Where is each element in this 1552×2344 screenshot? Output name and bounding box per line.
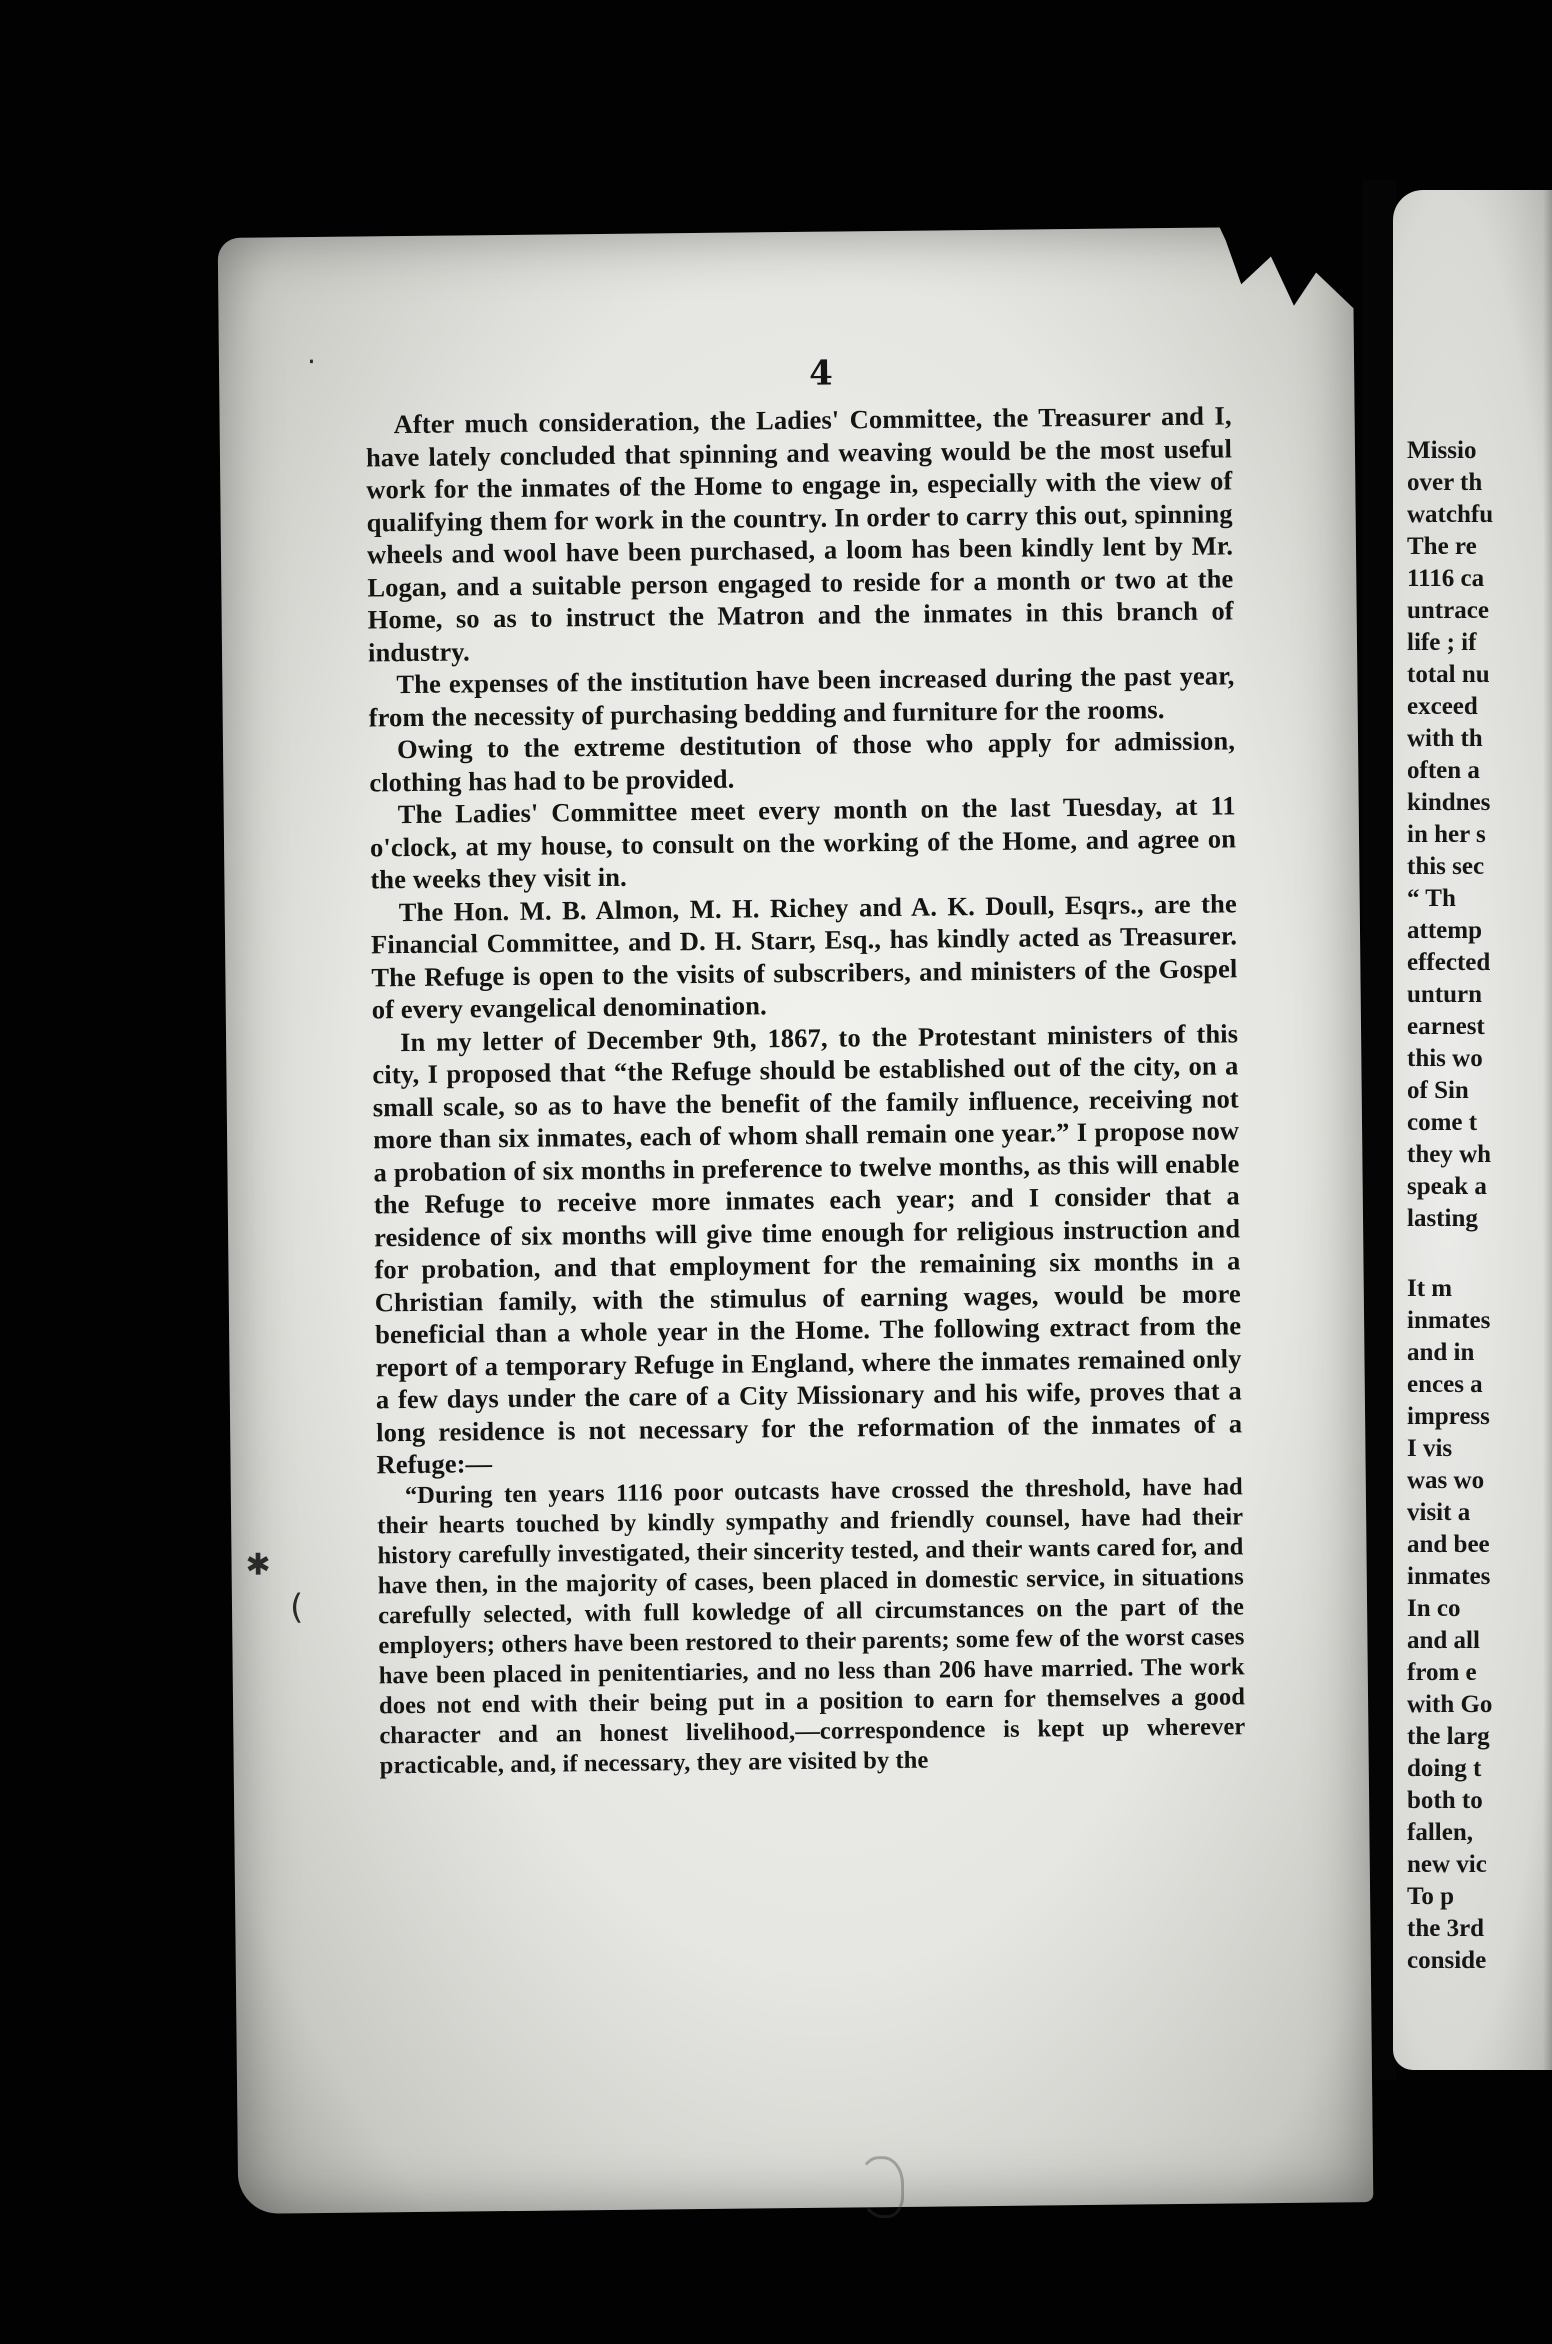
adjacent-line: exceed bbox=[1407, 693, 1478, 720]
pencil-smudge bbox=[858, 2156, 905, 2218]
page-body bbox=[365, 399, 1245, 1780]
paragraph-clothing: Owing to the extreme destitution of those who apply for admission, clothing has had to be provided. bbox=[369, 725, 1236, 797]
adjacent-line: over th bbox=[1407, 469, 1483, 496]
paragraph-expenses: The expenses of the institution have been increased during the past year, from the necessity of purchasing bedding and furniture for the rooms. bbox=[368, 660, 1235, 732]
adjacent-line bbox=[1407, 1235, 1552, 1273]
adjacent-line: conside bbox=[1407, 1947, 1487, 1974]
adjacent-line: from e bbox=[1407, 1659, 1477, 1686]
paragraph-spinning-weaving: After much consideration, the Ladies' Committee, the Treasurer and I, have lately concluded that spinning and weaving would be the most useful work for the inmates of the Home to engage in, especially with the view of qualifying them for work in the country. In order to carry this out, spinning wheels and wool have been purchased, a loom has been kindly lent by Mr. Logan, and a suitable person engaged to reside for a month or two at the Home, so as to instruct the Matron and the inmates in this branch of industry. bbox=[365, 400, 1234, 667]
adjacent-line: To p bbox=[1407, 1883, 1455, 1910]
adjacent-line: new vic bbox=[1407, 1851, 1487, 1878]
paragraph-quoted-report: “During ten years 1116 poor outcasts have crossed the threshold, have had their hearts touched by kindly sympathy and friendly counsel, have had their history carefully investigated, their sincerity tested, and their wants cared for, and have then, in the majority of cases, been placed in domestic service, in situations carefully selected, with full kowledge of all circumstances on the part of the employers; others have been restored to their parents; some few of the worst cases have been placed in penitentiaries, and no less than 206 have married. The work does not end with their being put in a position to earn for themselves a good character and an honest livelihood,—correspondence is kept up wherever practicable, and, if necessary, they are visited by the bbox=[377, 1472, 1246, 1779]
adjacent-line: lasting bbox=[1407, 1205, 1478, 1232]
adjacent-line: come t bbox=[1407, 1109, 1478, 1136]
adjacent-line: Missio bbox=[1407, 437, 1477, 464]
adjacent-line: with Go bbox=[1407, 1691, 1493, 1718]
page-number: 4 bbox=[808, 353, 834, 394]
adjacent-line: with th bbox=[1407, 725, 1483, 752]
adjacent-line: The re bbox=[1407, 533, 1477, 560]
ink-blot: ✱ bbox=[245, 1547, 271, 1583]
adjacent-line: 1116 ca bbox=[1407, 565, 1485, 592]
adjacent-line: inmates bbox=[1407, 1307, 1491, 1334]
adjacent-line: often a bbox=[1407, 757, 1480, 784]
adjacent-line: doing t bbox=[1407, 1755, 1482, 1782]
adjacent-line: visit a bbox=[1407, 1499, 1471, 1526]
adjacent-line: untrace bbox=[1407, 597, 1489, 624]
adjacent-page bbox=[1393, 190, 1552, 2070]
adjacent-page-text bbox=[1407, 435, 1552, 1977]
adjacent-line: and bee bbox=[1407, 1531, 1490, 1558]
adjacent-line: unturn bbox=[1407, 981, 1483, 1008]
paragraph-probation: In my letter of December 9th, 1867, to the Protestant ministers of this city, I proposed that “the Refuge should be established out of the city, on a small scale, so as to have the benefit of the family influence, receiving not more than six inmates, each of whom shall remain one year.” I propose now a probation of six months in preference to twelve months, as this will enable the Refuge to receive more inmates each year; and I consider that a residence of six months will give time enough for religious instruction and for probation, and that employment for the remaining six months in a Christian family, with the stimulus of earning wages, would be more beneficial than a whole year in the Home. The following extract from the report of a temporary Refuge in England, where the inmates remained only a few days under the care of a City Missionary and his wife, proves that a long residence is not necessary for the reformation of the inmates of a Refuge:— bbox=[372, 1017, 1243, 1480]
adjacent-line: watchfu bbox=[1407, 501, 1494, 528]
adjacent-line: impress bbox=[1407, 1403, 1490, 1430]
adjacent-line: this sec bbox=[1407, 853, 1485, 880]
adjacent-line: both to bbox=[1407, 1787, 1483, 1814]
adjacent-line: the 3rd bbox=[1407, 1915, 1485, 1942]
adjacent-line: attemp bbox=[1407, 917, 1482, 944]
ink-mark: · bbox=[306, 344, 317, 379]
adjacent-line: and in bbox=[1407, 1339, 1475, 1366]
adjacent-line: “ Th bbox=[1407, 885, 1456, 912]
adjacent-line: earnest bbox=[1407, 1013, 1485, 1040]
adjacent-line: effected bbox=[1407, 949, 1491, 976]
paragraph-financial-committee: The Hon. M. B. Almon, M. H. Richey and A. K. Doull, Esqrs., are the Financial Committee, and D. H. Starr, Esq., has kindly acted as Treasurer. The Refuge is open to the visits of subscribers, and ministers of the Gospel of every evangelical denomination. bbox=[370, 887, 1238, 1025]
adjacent-line: in her s bbox=[1407, 821, 1486, 848]
adjacent-line: I vis bbox=[1407, 1435, 1453, 1462]
adjacent-line: life ; if bbox=[1407, 629, 1477, 656]
adjacent-line: total nu bbox=[1407, 661, 1490, 688]
margin-pencil-mark: ( bbox=[289, 1587, 304, 1628]
adjacent-line: kindnes bbox=[1407, 789, 1491, 816]
adjacent-line: In co bbox=[1407, 1595, 1461, 1622]
adjacent-line: inmates bbox=[1407, 1563, 1491, 1590]
adjacent-line: It m bbox=[1407, 1275, 1453, 1302]
page-edge-shadow bbox=[1543, 190, 1552, 2070]
torn-corner bbox=[1210, 206, 1361, 318]
adjacent-line: ences a bbox=[1407, 1371, 1483, 1398]
adjacent-line: fallen, bbox=[1407, 1819, 1473, 1846]
paragraph-ladies-committee: The Ladies' Committee meet every month on the last Tuesday, at 11 o'clock, at my house, to consult on the working of the Home, and agree on the weeks they visit in. bbox=[369, 790, 1237, 895]
adjacent-line: they wh bbox=[1407, 1141, 1492, 1168]
adjacent-line: this wo bbox=[1407, 1045, 1483, 1072]
document-page bbox=[218, 226, 1374, 2214]
adjacent-line: was wo bbox=[1407, 1467, 1485, 1494]
adjacent-line: the larg bbox=[1407, 1723, 1490, 1750]
adjacent-line: of Sin bbox=[1407, 1077, 1469, 1104]
adjacent-line: and all bbox=[1407, 1627, 1480, 1654]
adjacent-line: speak a bbox=[1407, 1173, 1487, 1200]
